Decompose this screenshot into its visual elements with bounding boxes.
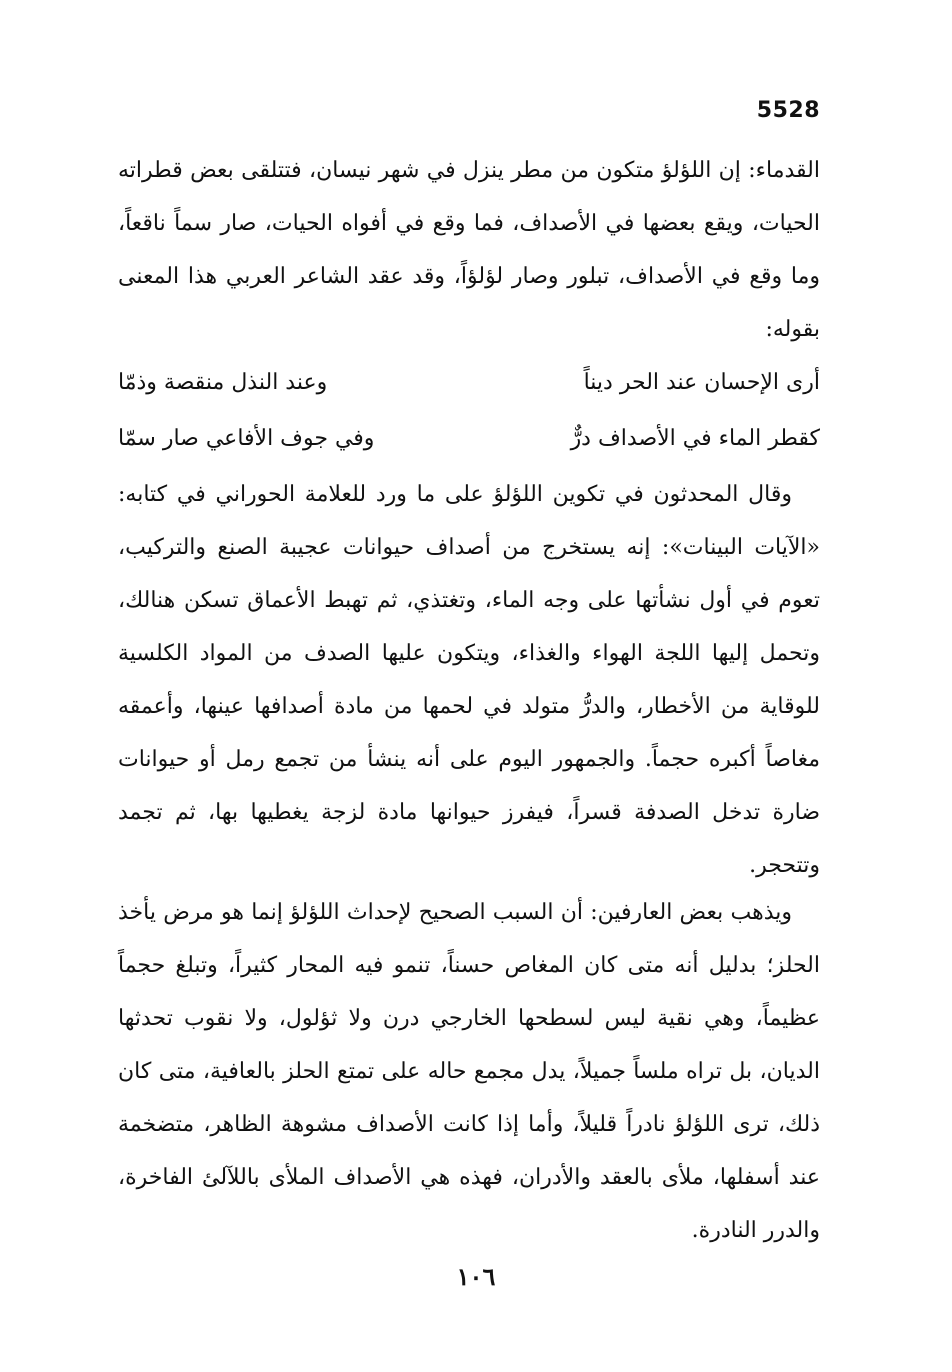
paragraph-intro: [118, 144, 820, 356]
poem-verse-1-first-hemistich: أرى الإحسان عند الحر ديناً: [583, 370, 820, 395]
poem-verse-1: [118, 356, 820, 409]
poem-verse-2: [118, 412, 820, 465]
page-number: ١٠٦: [456, 1262, 496, 1291]
poem-verse-2-second-hemistich: وفي جوف الأفاعي صار سمّا: [118, 426, 375, 451]
paragraph-moderns-text: وقال المحدثون في تكوين اللؤلؤ على ما ورد للعلامة الحوراني في كتابه: «الآيات البينات»: إنه يستخرج من أصداف حيوانات عجيبة الصنع والتركيب، تعوم في أول نشأتها على وجه الماء، وتغتذي، ثم تهبط الأعماق تسكن هنالك، وتحمل إليها اللجة الهواء والغذاء، ويتكون عليها الصدف من المواد الكلسية للوقاية من الأخطار، والدرُّ متولد في لحمها من مادة أصدافها عينها، وأعمقه مغاصاً أكبره حجماً. والجمهور اليوم على أنه ينشأ من تجمع رمل أو حيوانات ضارة تدخل الصدفة قسراً، فيفرز حيوانها مادة لزجة يغطيها بها، ثم تجمد وتتحجر.: [118, 482, 820, 878]
page-id-label: 5528: [756, 98, 820, 123]
poem-verse-1-second-hemistich: وعند النذل منقصة وذمّا: [118, 370, 328, 395]
paragraph-moderns: [118, 468, 820, 892]
paragraph-intro-text: القدماء: إن اللؤلؤ متكون من مطر ينزل في شهر نيسان، فتتلقى بعض قطراته الحيات، ويقع بعضها في الأصداف، فما وقع في أفواه الحيات، صار سماً ناقعاً، وما وقع في الأصداف، تبلور وصار لؤلؤاً، وقد عقد الشاعر العربي هذا المعنى بقوله:: [118, 158, 820, 342]
paragraph-experts: [118, 886, 820, 1257]
paragraph-experts-text: ويذهب بعض العارفين: أن السبب الصحيح لإحداث اللؤلؤ إنما هو مرض يأخذ الحلز؛ بدليل أنه متى كان المغاص حسناً، تنمو فيه المحار كثيراً، وتبلغ حجماً عظيماً، وهي نقية ليس لسطحها الخارجي درن ولا ثؤلول، ولا نقوب تحدثها الديان، بل تراه ملساً جميلاً، يدل مجمع حاله على تمتع الحلز بالعافية، متى كان ذلك، ترى اللؤلؤ نادراً قليلاً، وأما إذا كانت الأصداف مشوهة الظاهر، متضخمة عند أسفلها، ملأى بالعقد والأدران، فهذه هي الأصداف الملأى باللآلئ الفاخرة، والدرر النادرة.: [118, 900, 820, 1243]
poem-verse-2-first-hemistich: كقطر الماء في الأصداف درٌّ: [570, 426, 820, 451]
